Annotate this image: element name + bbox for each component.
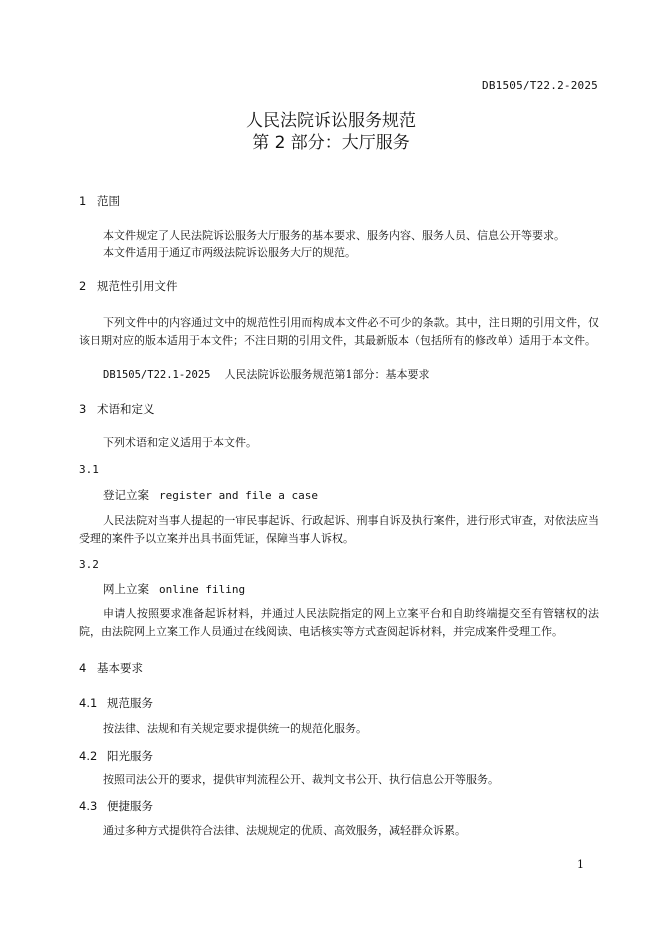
section-1-heading [79, 193, 120, 209]
subsection-title: 便捷服务 [107, 799, 153, 813]
section-3-paragraph-1: 下列术语和定义适用于本文件。 [103, 436, 257, 449]
section-number: 1 [79, 194, 87, 208]
document-subtitle: 第 2 部分：大厅服务 [252, 133, 410, 153]
subsection-number: 4.2 [79, 749, 98, 763]
term-english: online filing [159, 583, 246, 596]
subsection-title: 阳光服务 [107, 749, 153, 763]
section-2-paragraph-1: 下列文件中的内容通过文中的规范性引用而构成本文件必不可少的条款。其中，注日期的引用文件，仅该日期对应的版本适用于本文件；不注日期的引用文件，其最新版本（包括所有的修改单）适用于本文件。 [79, 316, 599, 347]
term-3-1-definition: 人民法院对当事人提起的一审民事起诉、行政起诉、刑事自诉及执行案件，进行形式审查，对依法应当受理的案件予以立案并出具书面凭证，保障当事人诉权。 [79, 514, 599, 545]
term-3-2-definition: 申请人按照要求准备起诉材料，并通过人民法院指定的网上立案平台和自助终端提交至有管辖权的法院，由法院网上立案工作人员通过在线阅读、电话核实等方式查阅起诉材料，并完成案件受理工作。 [79, 607, 599, 638]
normative-reference [103, 366, 429, 384]
page-number: 1 [577, 858, 584, 871]
section-4-3-paragraph: 通过多种方式提供符合法律、法规规定的优质、高效服务，减轻群众诉累。 [103, 824, 466, 837]
term-3-1 [103, 487, 318, 504]
section-3-heading [79, 401, 155, 417]
term-english: register and file a case [159, 489, 318, 502]
section-number: 2 [79, 279, 87, 293]
section-2-heading [79, 278, 178, 294]
reference-code: DB1505/T22.1-2025 [103, 369, 211, 381]
section-4-3-heading [79, 798, 153, 814]
subsection-number: 4.1 [79, 696, 98, 710]
section-4-1-paragraph: 按法律、法规和有关规定要求提供统一的规范化服务。 [103, 722, 367, 735]
section-number: 3 [79, 402, 87, 416]
term-chinese: 网上立案 [103, 582, 149, 596]
section-4-2-heading [79, 748, 153, 764]
term-3-2-number: 3.2 [79, 558, 99, 571]
section-number: 4 [79, 661, 87, 675]
reference-title: 人民法院诉讼服务规范第1部分：基本要求 [224, 368, 430, 381]
subsection-number: 4.3 [79, 799, 98, 813]
subsection-title: 规范服务 [107, 696, 153, 710]
section-title: 术语和定义 [97, 402, 155, 416]
section-title: 基本要求 [97, 661, 143, 675]
section-4-heading [79, 660, 143, 676]
section-4-1-heading [79, 695, 153, 711]
section-title: 范围 [97, 194, 120, 208]
section-title: 规范性引用文件 [97, 279, 178, 293]
document-title: 人民法院诉讼服务规范 [246, 111, 416, 131]
section-4-2-paragraph: 按照司法公开的要求，提供审判流程公开、裁判文书公开、执行信息公开等服务。 [103, 773, 499, 786]
section-1-paragraph-1: 本文件规定了人民法院诉讼服务大厅服务的基本要求、服务内容、服务人员、信息公开等要求。 [103, 229, 565, 242]
document-code: DB1505/T22.2-2025 [482, 79, 598, 92]
term-chinese: 登记立案 [103, 488, 149, 502]
section-1-paragraph-2: 本文件适用于通辽市两级法院诉讼服务大厅的规范。 [103, 246, 356, 259]
term-3-2 [103, 581, 245, 598]
term-3-1-number: 3.1 [79, 463, 99, 476]
